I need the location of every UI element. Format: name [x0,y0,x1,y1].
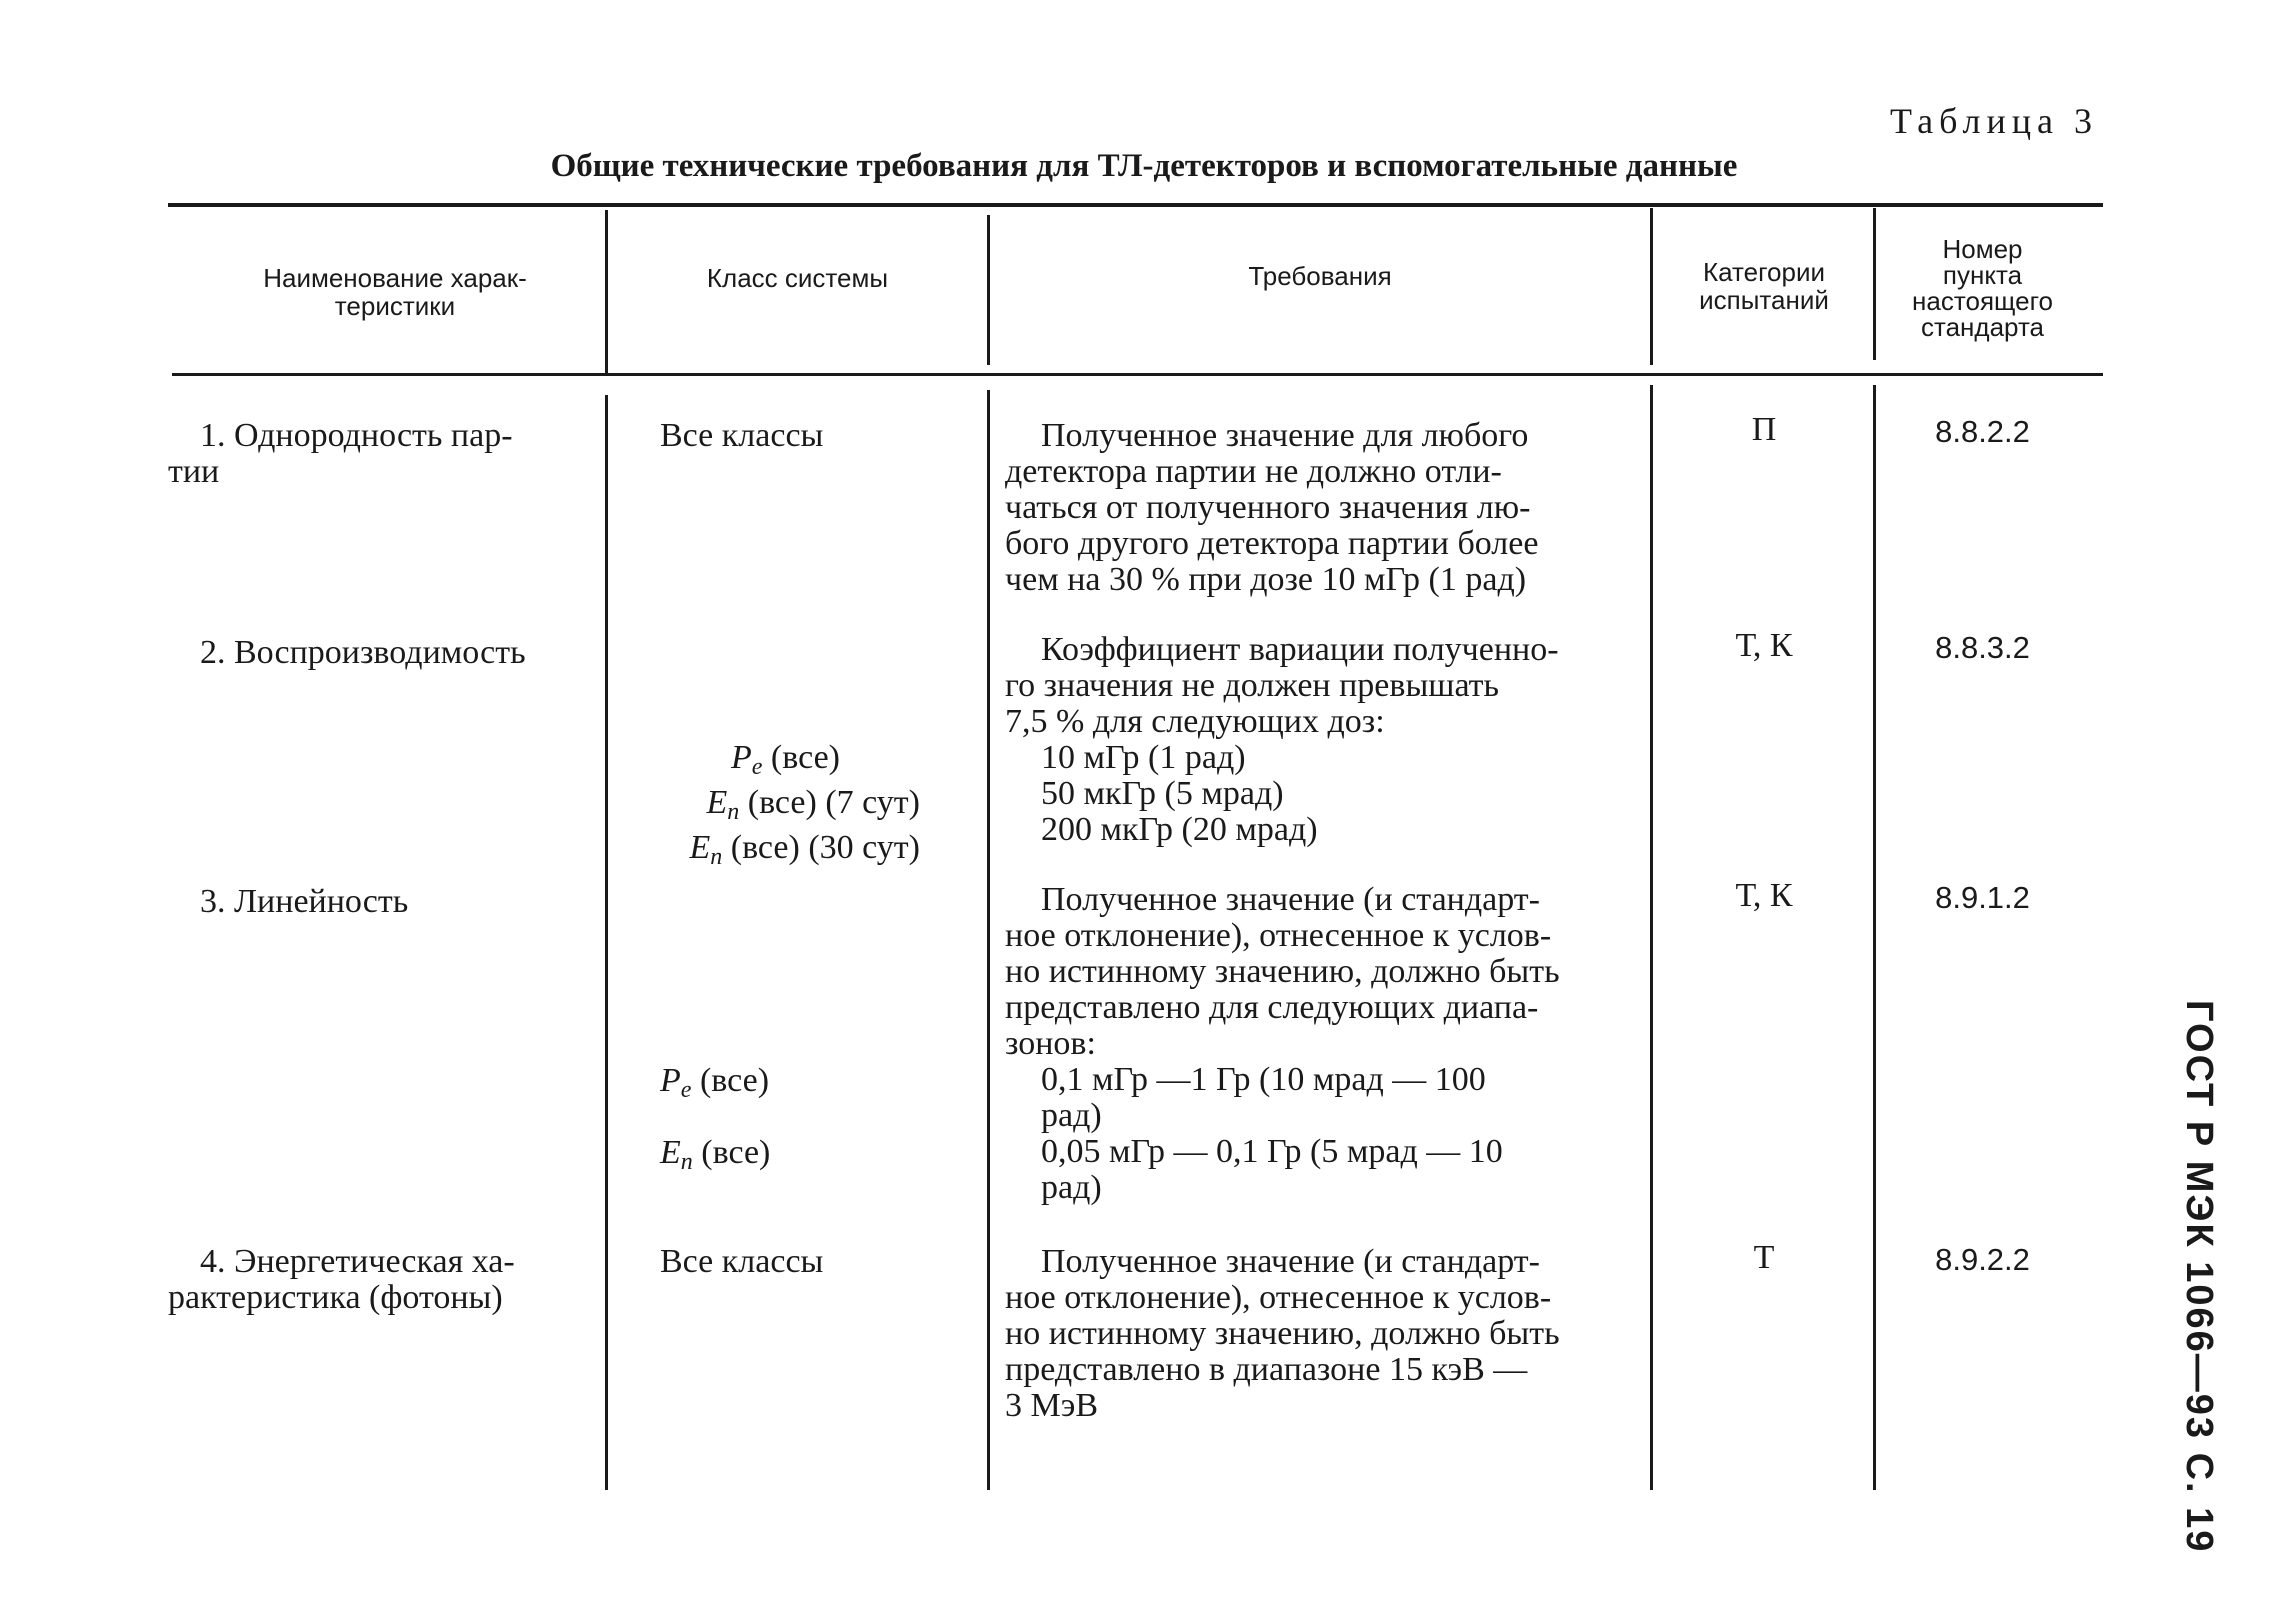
column-divider [1873,208,1876,360]
row3-system-class-en: $E_n$ (все) [660,1134,771,1175]
column-divider [1650,385,1653,1490]
header-bottom-rule [172,373,2103,376]
page-running-header: ГОСТ Р МЭК 1066—93 С. 19 [2178,1000,2220,1554]
table-title: Общие технические требования для ТЛ-детекторов и вспомогательные данные [550,148,1738,184]
row2-category: Т, К [1735,627,1793,664]
row4-characteristic: 4. Энергетическая ха- рактеристика (фотоны) [168,1243,515,1316]
row4-requirements: Полученное значение (и стандарт- ное отклонение), отнесенное к услов- но истинному значению, должно быть представлено в диапазоне 15 кэВ — 3 МэВ [1005,1243,1560,1424]
header-system-class: Класс системы [706,263,889,293]
row4-clause: 8.9.2.2 [1935,1242,2030,1277]
header-test-categories: Категории испытаний [1699,257,1829,315]
row2-requirements: Коэффициент вариации полученно- го значения не должен превышать 7,5 % для следующих доз: 10 мГр (1 рад) 50 мкГр (5 мрад) 200 мкГр (20 мрад) [1005,631,1559,848]
row3-characteristic: 3. Линейность [200,883,409,920]
row2-system-class: $P_e$ (все) $E_n$ (все) (7 сут) $E_n$ (все) (30 сут) [689,739,920,870]
column-divider [605,395,608,1490]
header-clause-number: Номер пункта настоящего стандарта [1912,234,2053,342]
column-divider [987,215,990,365]
row3-system-class-pe: $P_e$ (все) [660,1062,770,1103]
row2-clause: 8.8.3.2 [1935,630,2030,665]
row3-category: Т, К [1735,877,1793,914]
row3-requirements: Полученное значение (и стандарт- ное отклонение), отнесенное к услов- но истинному значению, должно быть представлено для следующих диапа- зонов: 0,1 мГр —1 Гр (10 мрад — 100 рад) 0,05 мГр — 0,1 Гр (5 мрад — 10 рад) [1005,881,1560,1206]
column-divider [1650,208,1653,365]
row1-system-class: Все классы [660,417,824,454]
row4-system-class: Все классы [660,1243,824,1280]
row4-category: Т [1753,1239,1775,1276]
row1-clause: 8.8.2.2 [1935,414,2030,449]
header-requirements: Требования [1248,261,1392,291]
table-label: Таблица 3 [1890,101,2098,141]
header-characteristic: Наименование харак- теристики [263,263,527,321]
column-divider [1873,385,1876,1490]
column-divider [987,390,990,1490]
row1-requirements: Полученное значение для любого детектора партии не должно отли- чаться от полученного значения лю- бого другого детектора партии более чем на 30 % при дозе 10 мГр (1 рад) [1005,417,1539,598]
row1-characteristic: 1. Однородность пар- тии [168,417,513,490]
column-divider [605,210,608,373]
row2-characteristic: 2. Воспроизводимость [200,634,526,671]
row1-category: П [1751,411,1777,448]
table-top-rule [168,203,2103,207]
row3-clause: 8.9.1.2 [1935,880,2030,915]
